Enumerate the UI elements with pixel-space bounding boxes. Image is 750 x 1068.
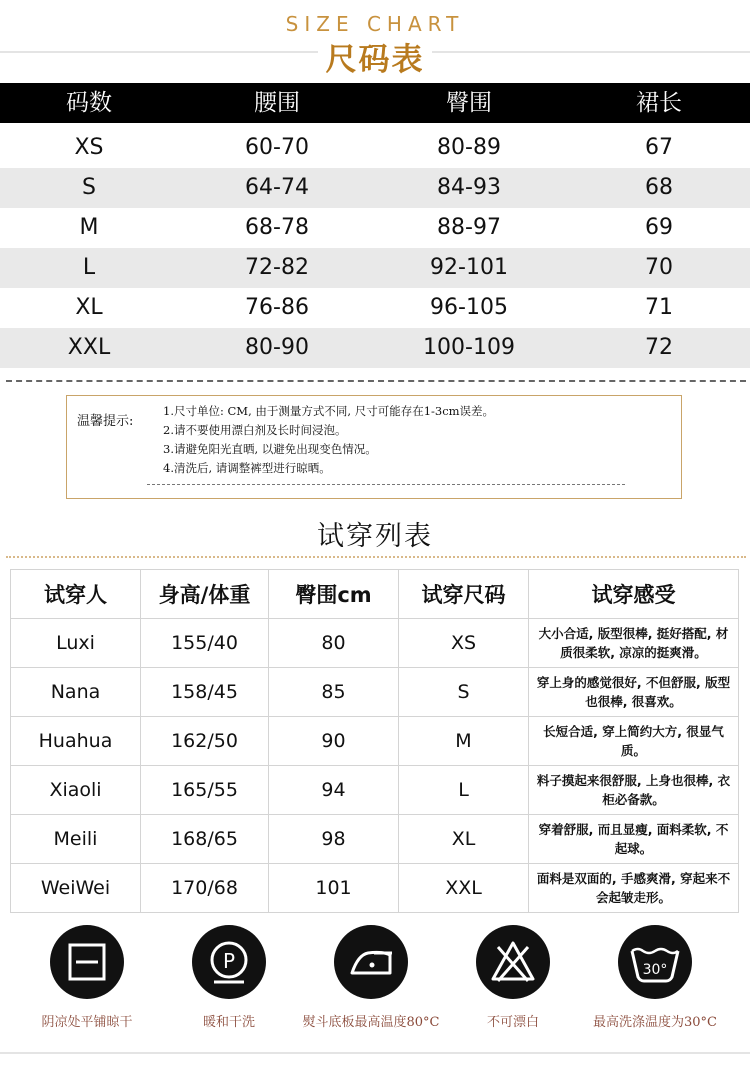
dry-flat-shade-icon	[50, 925, 124, 999]
header-hip-cm: 臀围cm	[269, 570, 399, 619]
trial-row	[11, 864, 739, 913]
feedback: 大小合适, 版型很棒, 挺好搭配, 材质很柔软, 凉凉的挺爽滑。	[529, 619, 739, 668]
size-row	[0, 128, 750, 168]
tester-name: Nana	[11, 668, 141, 717]
trial-row	[11, 619, 739, 668]
size-cell: M	[79, 215, 99, 240]
waist-cell: 76-86	[245, 295, 309, 320]
feedback: 穿上身的感觉很好, 不但舒服, 版型也很棒, 很喜欢。	[529, 668, 739, 717]
dashed-divider	[6, 380, 746, 382]
trial-title: 试穿列表	[317, 521, 433, 552]
hip-value: 98	[269, 815, 399, 864]
trial-size: M	[399, 717, 529, 766]
header-tester: 试穿人	[11, 570, 141, 619]
hip-cell: 88-97	[437, 215, 501, 240]
height-weight: 168/65	[141, 815, 269, 864]
waist-cell: 80-90	[245, 335, 309, 360]
iron-icon	[334, 925, 408, 999]
header-hip: 臀围	[446, 90, 492, 116]
wash-30-icon	[618, 925, 692, 999]
size-row	[0, 248, 750, 288]
notice-list	[163, 402, 494, 478]
size-row	[0, 208, 750, 248]
header-feedback: 试穿感受	[529, 570, 739, 619]
trial-row	[11, 766, 739, 815]
care-label: 不可漂白	[486, 1015, 539, 1030]
hip-value: 94	[269, 766, 399, 815]
notice-item: 4.清洗后, 请调整裤型进行晾晒。	[163, 461, 331, 475]
care-label: 熨斗底板最高温度80°C	[302, 1015, 440, 1030]
height-weight: 162/50	[141, 717, 269, 766]
trial-size: XL	[399, 815, 529, 864]
page-title: 尺码表	[325, 42, 425, 78]
trial-row	[11, 815, 739, 864]
hip-value: 90	[269, 717, 399, 766]
waist-cell: 64-74	[245, 175, 309, 200]
hip-cell: 80-89	[437, 135, 501, 160]
size-cell: XXL	[67, 335, 111, 360]
feedback: 面料是双面的, 手感爽滑, 穿起来不会起皱走形。	[529, 864, 739, 913]
length-cell: 71	[645, 295, 673, 320]
size-cell: XS	[74, 135, 104, 160]
trial-size: XXL	[399, 864, 529, 913]
dry-clean-icon	[192, 925, 266, 999]
care-item	[296, 925, 446, 1030]
care-icons	[0, 925, 750, 1035]
trial-row	[11, 717, 739, 766]
size-chart-heading: SIZE CHART	[285, 12, 465, 36]
feedback: 料子摸起来很舒服, 上身也很棒, 衣柜必备款。	[529, 766, 739, 815]
tester-name: Meili	[11, 815, 141, 864]
care-item	[580, 925, 730, 1030]
length-cell: 68	[645, 175, 673, 200]
header-size: 码数	[66, 90, 112, 116]
size-row	[0, 168, 750, 208]
feedback: 长短合适, 穿上简约大方, 很显气质。	[529, 717, 739, 766]
tester-name: Luxi	[11, 619, 141, 668]
notice-item: 1.尺寸单位: CM, 由于测量方式不同, 尺寸可能存在1-3cm误差。	[163, 404, 495, 418]
waist-cell: 68-78	[245, 215, 309, 240]
length-cell: 70	[645, 255, 673, 280]
hip-cell: 92-101	[430, 255, 508, 280]
header-waist: 腰围	[254, 90, 300, 116]
dotted-divider	[6, 556, 746, 558]
tester-name: Huahua	[11, 717, 141, 766]
height-weight: 155/40	[141, 619, 269, 668]
header-length: 裙长	[636, 90, 682, 116]
notice-label: 温馨提示:	[77, 414, 134, 429]
notice-box	[66, 395, 682, 499]
hip-value: 101	[269, 864, 399, 913]
trial-row	[11, 668, 739, 717]
size-cell: L	[82, 255, 96, 280]
waist-cell: 60-70	[245, 135, 309, 160]
care-item	[438, 925, 588, 1030]
length-cell: 67	[645, 135, 673, 160]
notice-item: 3.请避免阳光直晒, 以避免出现变色情况。	[163, 442, 377, 456]
notice-dashed-rule	[147, 484, 625, 485]
length-cell: 69	[645, 215, 673, 240]
waist-cell: 72-82	[245, 255, 309, 280]
header-trial-size: 试穿尺码	[399, 570, 529, 619]
size-row	[0, 328, 750, 368]
hip-cell: 84-93	[437, 175, 501, 200]
size-table-header	[0, 83, 750, 123]
notice-item: 2.请不要使用漂白剂及长时间浸泡。	[163, 423, 347, 437]
bottom-rule	[0, 1052, 750, 1054]
hip-value: 80	[269, 619, 399, 668]
care-label: 暖和干洗	[202, 1015, 255, 1030]
hip-value: 85	[269, 668, 399, 717]
height-weight: 170/68	[141, 864, 269, 913]
care-label: 最高洗涤温度为30°C	[593, 1015, 717, 1030]
size-cell: S	[82, 175, 96, 200]
header-height-weight: 身高/体重	[141, 570, 269, 619]
no-bleach-icon	[476, 925, 550, 999]
wash-temp-glyph: 30°	[642, 962, 668, 978]
size-cell: XL	[75, 295, 103, 320]
hip-cell: 96-105	[430, 295, 508, 320]
tester-name: Xiaoli	[11, 766, 141, 815]
trial-size: L	[399, 766, 529, 815]
trial-table	[10, 569, 739, 913]
dry-clean-glyph: P	[222, 949, 236, 973]
size-row	[0, 288, 750, 328]
length-cell: 72	[645, 335, 673, 360]
care-item	[12, 925, 162, 1030]
trial-header-row	[11, 570, 739, 619]
tester-name: WeiWei	[11, 864, 141, 913]
trial-size: S	[399, 668, 529, 717]
height-weight: 165/55	[141, 766, 269, 815]
hip-cell: 100-109	[423, 335, 515, 360]
care-item	[154, 925, 304, 1030]
trial-size: XS	[399, 619, 529, 668]
height-weight: 158/45	[141, 668, 269, 717]
care-label: 阴凉处平铺晾干	[41, 1015, 133, 1030]
feedback: 穿着舒服, 而且显瘦, 面料柔软, 不起球。	[529, 815, 739, 864]
